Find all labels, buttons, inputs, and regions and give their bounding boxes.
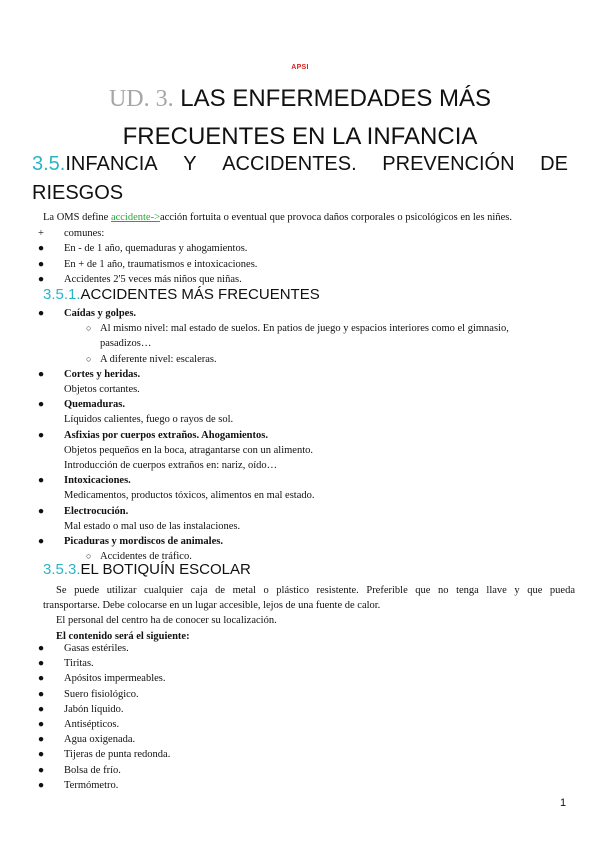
title-line1: LAS ENFERMEDADES MÁS (180, 85, 492, 112)
bullet-marker: ● (37, 258, 45, 270)
bullet-marker: ● (37, 673, 45, 685)
subsection-heading-accidents: 3.5.1.ACCIDENTES MÁS FRECUENTES (43, 286, 320, 303)
list-item: + comunes: (36, 226, 576, 241)
bullet-marker: ● (37, 368, 45, 380)
bullet-marker: ● (37, 505, 45, 517)
accident-item: ● Picaduras y mordiscos de animales. (36, 534, 576, 549)
bullet-marker: ● (37, 688, 45, 700)
botiquin-paragraph (43, 583, 575, 644)
section-number: 3.5. (32, 153, 66, 175)
circle-marker: ○ (86, 551, 92, 562)
plus-marker: + (38, 228, 44, 239)
page-title (40, 80, 560, 155)
circle-marker: ○ (86, 323, 92, 334)
bullet-marker: ● (37, 719, 45, 731)
accidente-link[interactable]: accidente-> (110, 212, 161, 223)
intro-paragraph: La OMS define accidente->acción fortuita o eventual que provoca daños corporales o psicológicos en les niñes. (43, 212, 512, 223)
accidents-list (36, 306, 576, 564)
list-item: ● Accidentes 2'5 veces más niños que niñas. (36, 272, 576, 287)
sub-item: ○ Accidentes de tráfico. (36, 549, 576, 564)
accident-description: Objetos pequeños en la boca, atragantarse con un alimento. (64, 444, 313, 456)
bullet-marker: ● (37, 779, 45, 791)
bullet-marker: ● (37, 399, 45, 411)
title-line2: FRECUENTES EN LA INFANCIA (122, 123, 478, 150)
accident-description: Medicamentos, productos tóxicos, alimentos en mal estado. (64, 490, 315, 502)
section-title-line1 (32, 150, 568, 179)
list-item: ● Apósitos impermeables. (36, 671, 576, 686)
bullet-marker: ● (37, 243, 45, 255)
section-first-word: 3.5.INFANCIA (32, 153, 158, 175)
bullet-marker: ● (37, 703, 45, 715)
sub-item-continuation: pasadizos… (100, 338, 152, 350)
bullet-marker: ● (37, 475, 45, 487)
bullet-marker: ● (37, 749, 45, 761)
page-number: 1 (560, 797, 567, 809)
sub-item: ○ Al mismo nivel: mal estado de suelos. En patios de juego y espacios interiores como el gimnasio, (36, 321, 576, 336)
section-word: ACCIDENTES. (222, 153, 357, 175)
circle-marker: ○ (86, 353, 92, 364)
list-item: ● Gasas estériles. (36, 641, 576, 656)
accident-item: ● Cortes y heridas. (36, 367, 576, 382)
list-item: ● Agua oxigenada. (36, 732, 576, 747)
bullet-marker: ● (37, 429, 45, 441)
list-item: ● Bolsa de frío. (36, 763, 576, 778)
list-item: ● Suero fisiológico. (36, 687, 576, 702)
accident-item: ● Electrocución. (36, 504, 576, 519)
accident-item: ● Asfixias por cuerpos extraños. Ahogamientos. (36, 428, 576, 443)
list-item: ● Antisépticos. (36, 717, 576, 732)
accident-item: ● Intoxicaciones. (36, 473, 576, 488)
section-word: DE (540, 153, 568, 175)
botiquin-contents-list (36, 641, 576, 793)
list-item: ● Tijeras de punta redonda. (36, 747, 576, 762)
section-word: PREVENCIÓN (382, 153, 515, 175)
accident-description: Mal estado o mal uso de las instalaciones. (64, 520, 241, 532)
botiquin-line: transportarse. Debe colocarse en un lugar accesible, lejos de una fuente de calor. (43, 600, 381, 612)
bullet-marker: ● (37, 734, 45, 746)
title-number: UD. 3. (108, 86, 174, 112)
bullet-marker: ● (37, 273, 45, 285)
accident-description: Objetos cortantes. (64, 384, 140, 396)
subsection-heading-botiquin: 3.5.3.EL BOTIQUÍN ESCOLAR (43, 561, 251, 578)
list-item: ● En - de 1 año, quemaduras y ahogamientos. (36, 241, 576, 256)
bullet-marker: ● (37, 643, 45, 654)
list-item: ● Jabón líquido. (36, 702, 576, 717)
bullet-marker: ● (37, 764, 45, 776)
list-item: ● Tiritas. (36, 656, 576, 671)
section-title (32, 150, 568, 208)
bullet-marker: ● (37, 658, 45, 670)
list-item: ● En + de 1 año, traumatismos e intoxicaciones. (36, 257, 576, 272)
accident-item: ● Caídas y golpes. (36, 306, 576, 321)
accident-description: Líquidos calientes, fuego o rayos de sol. (64, 414, 234, 426)
sub-item: ○ A diferente nivel: escaleras. (36, 352, 576, 367)
botiquin-line: Se puede utilizar cualquier caja de metal o plástico resistente. Preferible que no tenga llave y que pueda (56, 585, 575, 596)
header-tag: APSI (291, 64, 309, 71)
section-word: Y (183, 153, 197, 175)
list-item: ● Termómetro. (36, 778, 576, 793)
accident-description: Introducción de cuerpos extraños en: nariz, oído… (64, 460, 278, 472)
botiquin-contents-heading: El contenido será el siguiente: (56, 630, 190, 642)
botiquin-staff-line: El personal del centro ha de conocer su localización. (56, 615, 277, 627)
bullet-marker: ● (37, 536, 45, 548)
intro-list (36, 226, 576, 287)
section-title-line2: RIESGOS (32, 182, 124, 204)
bullet-marker: ● (37, 308, 45, 319)
accident-item: ● Quemaduras. (36, 397, 576, 412)
